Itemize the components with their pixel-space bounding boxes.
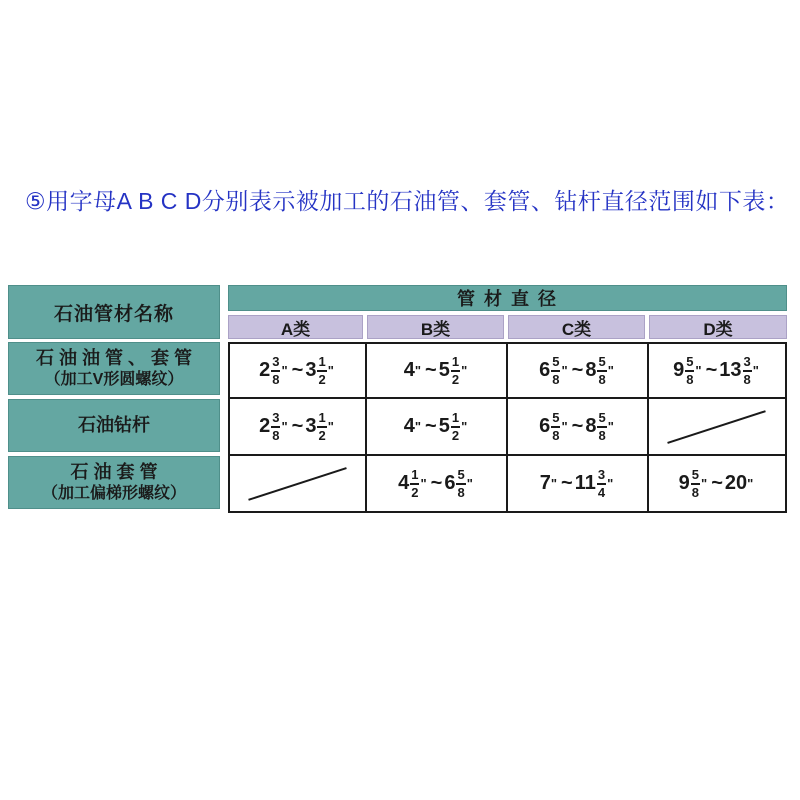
row-label-drill-pipe [8,399,220,452]
class-header-cell-d: D类 [649,315,787,339]
class-header-cell-b: B类 [367,315,504,339]
row-label-line2: （加工V形圆螺纹） [44,370,184,388]
page-title: ⑤用字母A B C D分别表示被加工的石油管、套管、钻杆直径范围如下表： [25,188,790,214]
row-label-line1: 石 油 套 管 [70,462,158,483]
diameter-cell-r1-b: 4 " ~ 5 $\frac{1}{2}$ " [367,399,508,456]
diameter-cell-r0-d: 9 $\frac{5}{8}$ " ~ 13 $\frac{3}{8}$ " [649,342,787,399]
diameter-cell-r2-d: 9 $\frac{5}{8}$ " ~ 20 " [649,456,787,513]
class-header-cell-a: A类 [228,315,363,339]
row-label-line1: 石油钻杆 [78,415,150,436]
diameter-cell-r2-b: 4 $\frac{1}{2}$ " ~ 6 $\frac{5}{8}$ " [367,456,508,513]
not-applicable-slash [248,467,346,501]
diameter-cell-r0-b: 4 " ~ 5 $\frac{1}{2}$ " [367,342,508,399]
not-applicable-slash [668,410,767,444]
diameter-cell-r2-a [228,456,367,513]
row-label-line2: （加工偏梯形螺纹） [41,484,186,502]
diameter-header-cell: 管 材 直 径 [228,285,787,311]
pipe-name-header-cell: 石油管材名称 [8,285,220,339]
row-label-tubing-casing [8,342,220,395]
diameter-cell-r1-c: 6 $\frac{5}{8}$ " ~ 8 $\frac{5}{8}$ " [508,399,649,456]
pipe-diameter-table [8,285,787,513]
diameter-cell-r1-a: 2 $\frac{3}{8}$ " ~ 3 $\frac{1}{2}$ " [228,399,367,456]
class-header-cell-c: C类 [508,315,645,339]
diameter-cell-r2-c: 7 " ~ 11 $\frac{3}{4}$ " [508,456,649,513]
diameter-cell-r0-c: 6 $\frac{5}{8}$ " ~ 8 $\frac{5}{8}$ " [508,342,649,399]
row-label-line1: 石 油 油 管 、 套 管 [35,348,192,369]
row-label-casing [8,456,220,509]
diameter-cell-r1-d [649,399,787,456]
diameter-cell-r0-a: 2 $\frac{3}{8}$ " ~ 3 $\frac{1}{2}$ " [228,342,367,399]
